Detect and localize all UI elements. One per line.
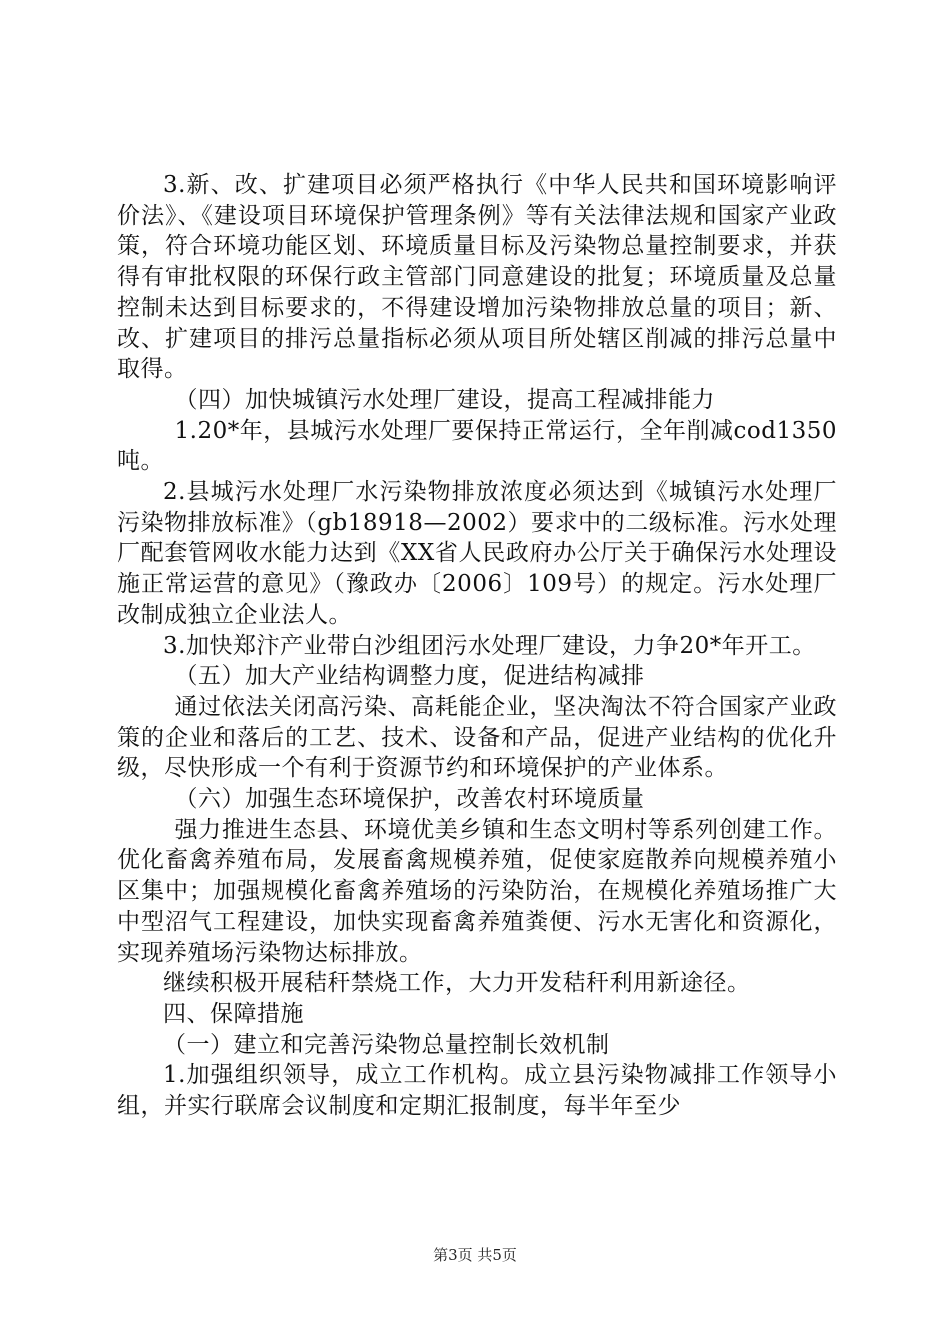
paragraph-item-1-sewage-plant: 1.20*年，县城污水处理厂要保持正常运行，全年削减cod1350吨。 [117,417,837,475]
paragraph-straw-burning: 继续积极开展秸秆禁烧工作，大力开发秸秆利用新途径。 [163,970,751,997]
document-body [117,170,837,1122]
section-heading-5: （五）加大产业结构调整力度，促进结构减排 [174,663,645,690]
paragraph-industrial-restructuring: 通过依法关闭高污染、高耗能企业，坚决淘汰不符合国家产业政策的企业和落后的工艺、技术、设备和产品，促进产业结构的优化升级，尽快形成一个有利于资源节约和环境保护的产业体系。 [117,693,837,782]
paragraph-item-2-emission-standard: 2.县城污水处理厂水污染物排放浓度必须达到《城镇污水处理厂污染物排放标准》（gb18918—2002）要求中的二级标准。污水处理厂配套管网收水能力达到《XX省人民政府办公厅关于确保污水处理设施正常运营的意见》（豫政办〔2006〕109号）的规定。污水处理厂改制成独立企业法人。 [117,479,837,628]
paragraph-ecological-protection: 强力推进生态县、环境优美乡镇和生态文明村等系列创建工作。优化畜禽养殖布局，发展畜禽规模养殖，促使家庭散养向规模养殖小区集中；加强规模化畜禽养殖场的污染防治，在规模化养殖场推广大中型沼气工程建设，加快实现畜禽养殖粪便、污水无害化和资源化，实现养殖场污染物达标排放。 [117,816,837,966]
paragraph-item-3-baisha-plant: 3.加快郑汴产业带白沙组团污水处理厂建设，力争20*年开工。 [163,632,816,659]
section-heading-safeguards: 四、保障措施 [163,1000,304,1027]
section-heading-4: （四）加快城镇污水处理厂建设，提高工程减排能力 [174,386,715,413]
section-heading-1-mechanism: （一）建立和完善污染物总量控制长效机制 [163,1031,610,1058]
paragraph-item-1-organization: 1.加强组织领导，成立工作机构。成立县污染物减排工作领导小组，并实行联席会议制度和定期汇报制度，每半年至少 [117,1062,837,1120]
section-heading-6: （六）加强生态环境保护，改善农村环境质量 [174,786,645,813]
paragraph-item-3-new-projects: 3.新、改、扩建项目必须严格执行《中华人民共和国环境影响评价法》、《建设项目环境保护管理条例》等有关法律法规和国家产业政策，符合环境功能区划、环境质量目标及污染物总量控制要求，并获得有审批权限的环保行政主管部门同意建设的批复；环境质量及总量控制未达到目标要求的，不得建设增加污染物排放总量的项目；新、改、扩建项目的排污总量指标必须从项目所处辖区削减的排污总量中取得。 [117,172,837,383]
page-footer: 第3页 共5页 [433,1246,517,1264]
